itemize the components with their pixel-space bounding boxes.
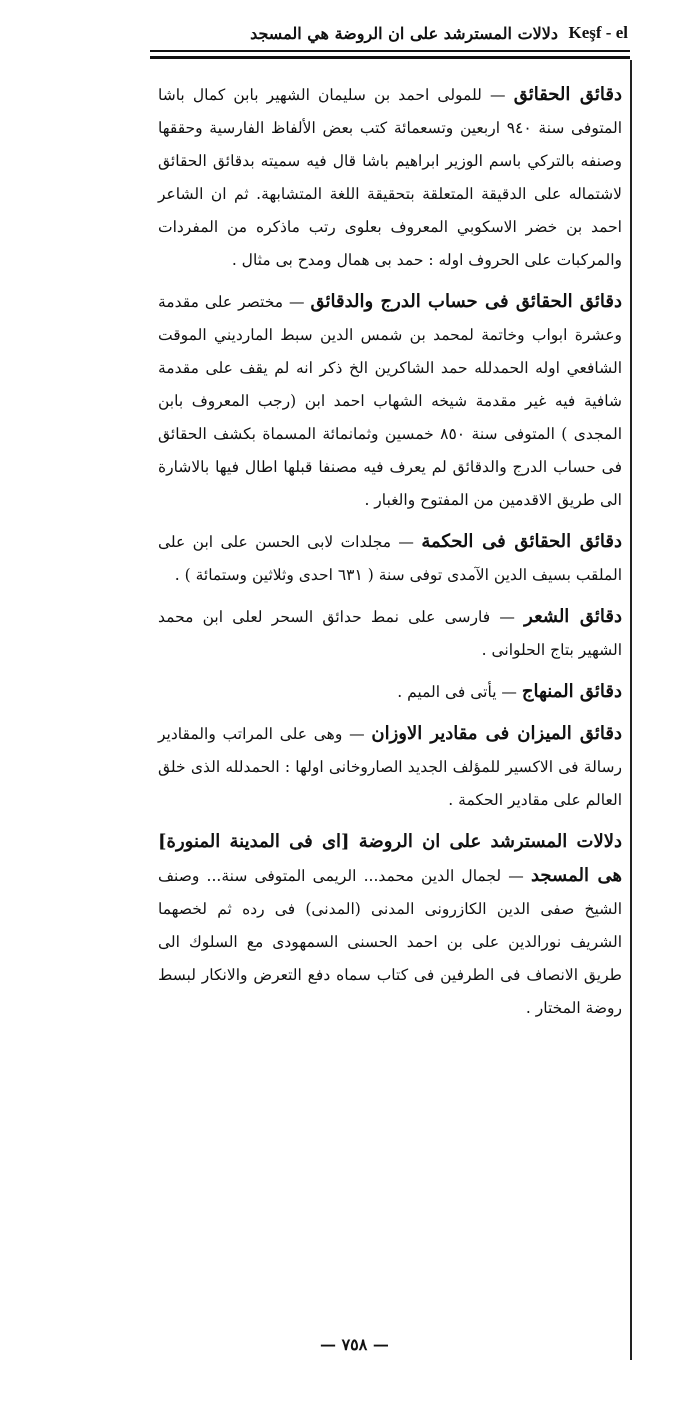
entry-body: — للمولى احمد بن سليمان الشهير بابن كمال باشا المتوفى سنة ٩٤٠ اربعين وتسعمائة كتب بعض الألفاظ الفارسية وحققها وصنفه بالتركي باسم الوزير ابراهيم باشا قال فيه سميته بدقائق الحقائق لاشتماله على الدقيقة المتعلقة بتحقيقة اللغة المتشابهة. ثم ان الشاعر احمد بن خضر الاسكوبي المعروف بعلوى رتب ماذكره من المفردات والمركبات على الحروف اوله : حمد بى همال ومدح بى مثال . (158, 86, 622, 269)
entry-title: دقائق الميزان فى مقادير الاوزان (371, 723, 622, 744)
column-side-rule (630, 60, 632, 1360)
entry-body: — يأتى فى الميم . (397, 683, 517, 701)
running-header-label: Keşf - el (568, 23, 628, 42)
entry-title: دقائق المنهاج (521, 681, 622, 702)
entry-body: — وهى على المراتب والمقادير رسالة فى الاكسير للمؤلف الجديد الصاروخانى اولها : الحمدلله الذى خلق العالم على مقادير الحكمة . (158, 725, 622, 809)
page-header (150, 18, 628, 48)
entry (158, 825, 622, 1025)
entry-title: دقائق الشعر (524, 606, 622, 627)
entry-title: دقائق الحقائق فى الحكمة (421, 531, 622, 552)
entry (158, 525, 622, 592)
entry-body: — مجلدات لابى الحسن على ابن على الملقب بسيف الدين الآمدى توفى سنة ( ٦٣١ احدى وثلاثين وستمائة ) . (158, 533, 622, 584)
entry (158, 600, 622, 667)
entry-body: — لجمال الدين محمد... الريمى المتوفى سنة... وصنف الشيخ صفى الدين الكازرونى المدنى (المدنى) فى رده ثم لخصهما الشريف نورالدين على بن احمد الحسنى السمهودى مع السلوك الى طريق الانصاف فى الطرفين فى كتاب سماه دفع التعرض والانكار لبسط روضة المختار . (158, 867, 622, 1017)
entry (158, 675, 622, 709)
entry-title: دلالات المسترشد على ان الروضة [اى فى المدينة المنورة] هى المسجد (158, 831, 622, 886)
entry-body: — مختصر على مقدمة وعشرة ابواب وخاتمة لمحمد بن شمس الدين سبط المارديني الموقت الشافعي اوله الحمدلله حمد الشاكرين الخ ذكر انه لم يقف على مقدمة شافية فيه غير مقدمة شيخه الشهاب احمد ابن (رجب المعروف بابن المجدى ) المتوفى سنة ٨٥٠ خمسين وثمانمائة المسماة بكشف الحقائق فى حساب الدرج والدقائق لم يعرف فيه مصنفا قبلها اطال فيها بالاشارة الى طريق الاقدمين من المفتوح والغبار . (158, 293, 622, 509)
entry (158, 717, 622, 817)
page-number: — ٧٥٨ — (320, 1335, 389, 1354)
entry-title: دقائق الحقائق (513, 84, 623, 105)
dictionary-column (158, 78, 622, 1033)
entry-title: دقائق الحقائق فى حساب الدرج والدقائق (310, 291, 622, 312)
entry (158, 78, 622, 277)
entry (158, 285, 622, 517)
header-rule-thick (150, 56, 630, 59)
running-header-title: دلالات المسترشد على ان الروضة هي المسجد (250, 24, 558, 43)
header-rule-thin (150, 50, 630, 52)
entry-body: — فارسى على نمط حدائق السحر لعلى ابن محمد الشهير بتاج الحلوانى . (158, 608, 622, 659)
